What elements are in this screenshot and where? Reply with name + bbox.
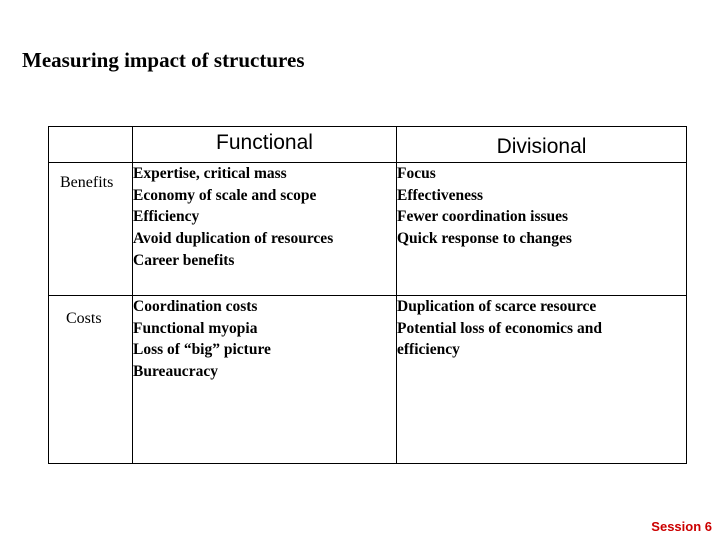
cell-functional-costs bbox=[133, 296, 397, 464]
list-item: Avoid duplication of resources bbox=[133, 230, 334, 248]
table-row-benefits bbox=[49, 163, 687, 296]
cell-divisional-benefits bbox=[397, 163, 687, 296]
header-corner-cell bbox=[49, 127, 133, 163]
functional-costs-list bbox=[133, 296, 396, 383]
list-item: Bureaucracy bbox=[133, 363, 218, 381]
table-header-row bbox=[49, 127, 687, 163]
table-row-costs bbox=[49, 296, 687, 464]
list-item: Coordination costs bbox=[133, 298, 258, 315]
comparison-table bbox=[48, 126, 687, 464]
list-item: Economy of scale and scope bbox=[133, 186, 317, 204]
list-item: Functional myopia bbox=[133, 319, 258, 337]
list-item: Duplication of scarce resource bbox=[397, 298, 597, 315]
list-item: Efficiency bbox=[133, 208, 200, 226]
header-divisional: Divisional bbox=[496, 135, 587, 158]
list-item: Expertise, critical mass bbox=[133, 165, 287, 182]
row-label-cell-costs bbox=[49, 296, 133, 464]
divisional-costs-list bbox=[397, 296, 686, 361]
session-footer: Session 6 bbox=[651, 519, 712, 534]
header-functional: Functional bbox=[216, 131, 313, 154]
list-item: Focus bbox=[397, 165, 436, 182]
list-item: Potential loss of economics and bbox=[397, 319, 602, 337]
list-item: efficiency bbox=[397, 341, 460, 359]
list-item: Loss of “big” picture bbox=[133, 341, 271, 359]
cell-divisional-costs bbox=[397, 296, 687, 464]
row-label-costs: Costs bbox=[66, 310, 102, 327]
slide-title: Measuring impact of structures bbox=[22, 48, 305, 72]
cell-functional-benefits bbox=[133, 163, 397, 296]
row-label-benefits: Benefits bbox=[60, 174, 114, 191]
functional-benefits-list bbox=[133, 163, 396, 272]
list-item: Career benefits bbox=[133, 251, 235, 269]
list-item: Effectiveness bbox=[397, 186, 484, 204]
list-item: Quick response to changes bbox=[397, 230, 572, 248]
header-divisional-cell bbox=[397, 127, 687, 163]
header-functional-cell bbox=[133, 127, 397, 163]
divisional-benefits-list bbox=[397, 163, 686, 250]
list-item: Fewer coordination issues bbox=[397, 208, 569, 226]
comparison-table-container bbox=[48, 126, 686, 463]
row-label-cell-benefits bbox=[49, 163, 133, 296]
